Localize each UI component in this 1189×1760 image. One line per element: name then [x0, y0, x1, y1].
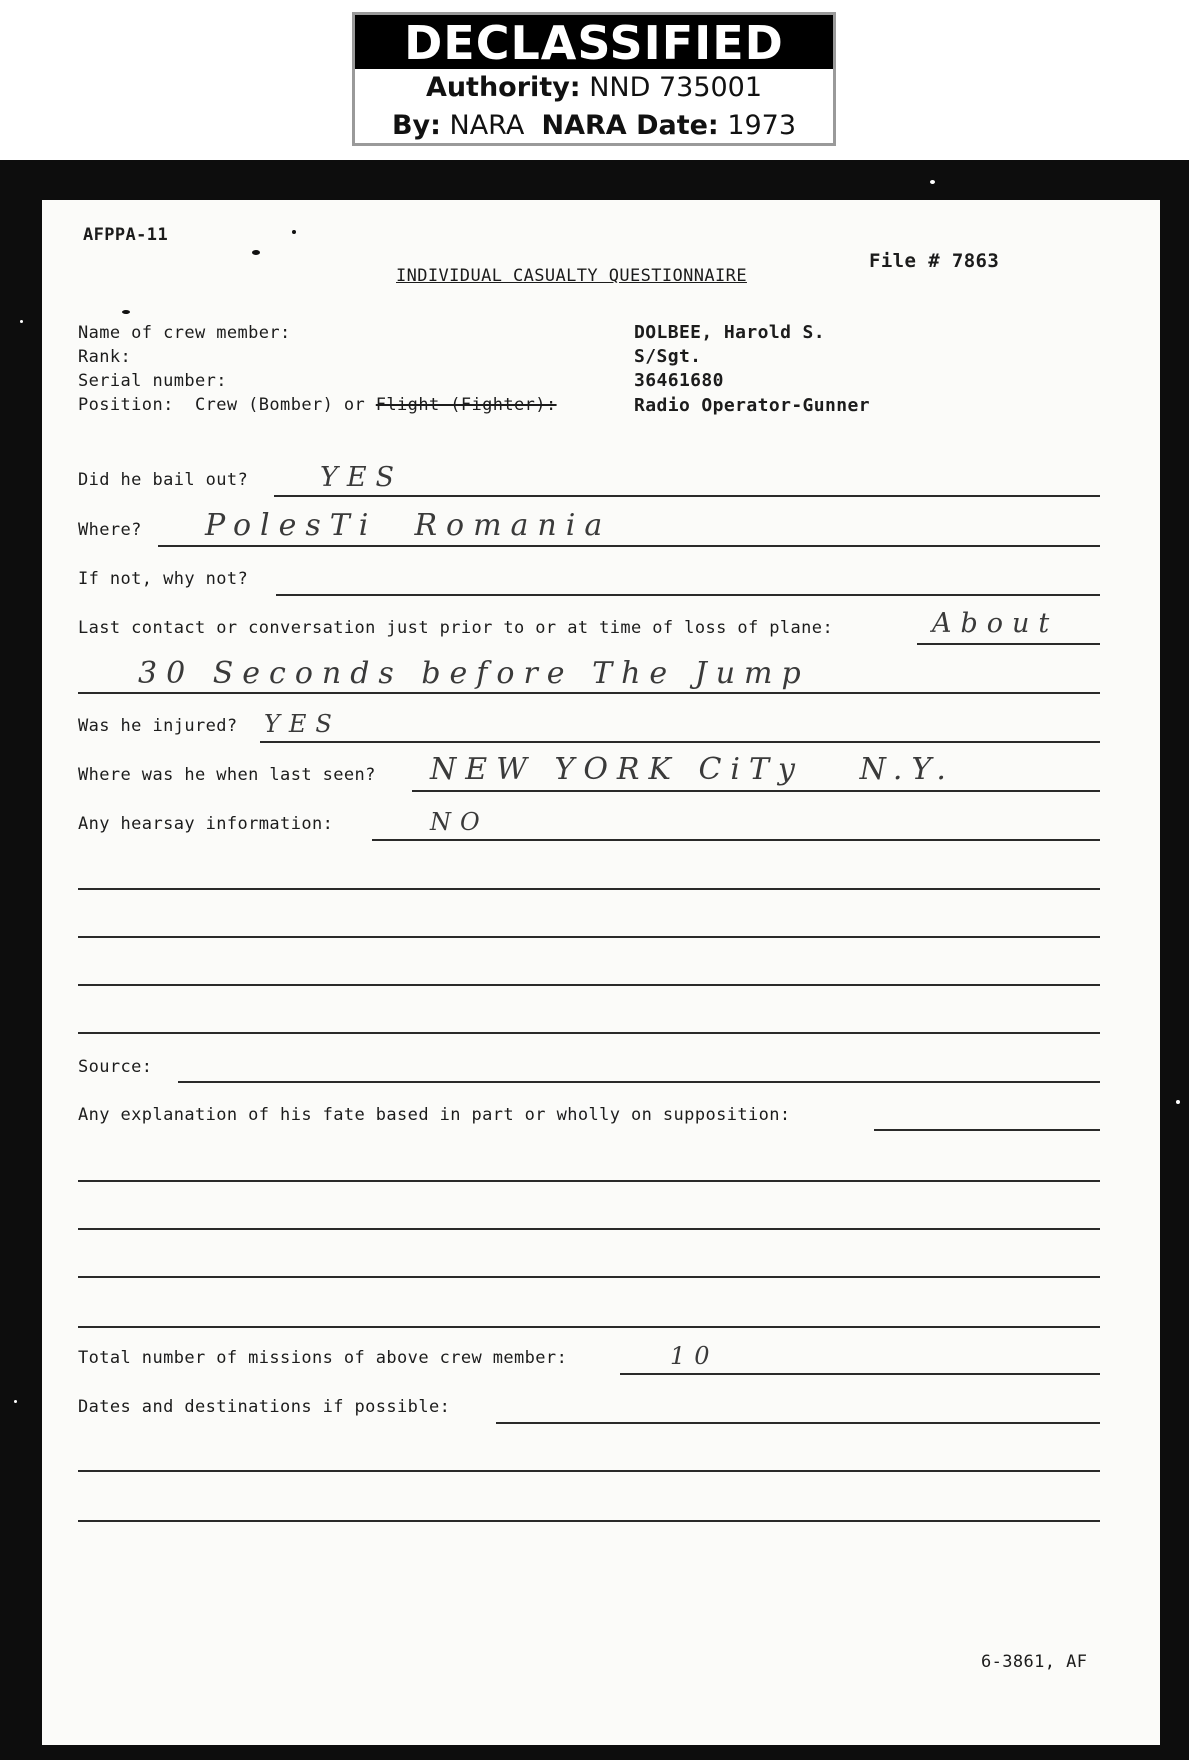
explanation-line-2 [78, 1180, 1100, 1182]
lastseen-answer: NEW YORK CiTy N.Y. [430, 752, 955, 787]
where-label: Where? [78, 520, 142, 540]
hearsay-line-3 [78, 936, 1100, 938]
contact-label: Last contact or conversation just prior to or at time of loss of plane: [78, 618, 834, 638]
name-value: DOLBEE, Harold S. [634, 322, 826, 343]
bail-answer: YES [320, 462, 404, 493]
scan-speck [292, 230, 296, 234]
explanation-line-1 [874, 1129, 1100, 1131]
form-title: INDIVIDUAL CASUALTY QUESTIONNAIRE [396, 266, 747, 286]
missions-line [620, 1373, 1100, 1375]
explanation-line-4 [78, 1276, 1100, 1278]
stamp-title: DECLASSIFIED [355, 15, 833, 69]
dates-line-2 [78, 1470, 1100, 1472]
hearsay-line [372, 839, 1100, 841]
contact-line-2 [78, 692, 1100, 694]
where-answer: PolesTi Romania [205, 508, 612, 543]
bail-label: Did he bail out? [78, 470, 249, 490]
explanation-line-5 [78, 1326, 1100, 1328]
scan-speck [252, 250, 260, 255]
lastseen-line [412, 790, 1100, 792]
injured-label: Was he injured? [78, 716, 238, 736]
form-number: 6-3861, AF [981, 1652, 1088, 1672]
position-value: Radio Operator-Gunner [634, 395, 870, 416]
missions-label: Total number of missions of above crew member: [78, 1348, 568, 1368]
stamp-authority: Authority: NND 735001 [425, 72, 763, 103]
ifnot-line [276, 594, 1100, 596]
serial-value: 36461680 [634, 370, 724, 391]
source-label: Source: [78, 1057, 153, 1077]
dates-label: Dates and destinations if possible: [78, 1397, 451, 1417]
scan-speck [1176, 1100, 1180, 1104]
declassified-stamp [352, 12, 836, 146]
name-label: Name of crew member: [78, 323, 291, 343]
hearsay-answer: NO [430, 808, 489, 836]
missions-answer: 10 [670, 1342, 719, 1370]
stamp-by-date: By: NARA NARA Date: 1973 [391, 110, 797, 141]
where-line [158, 545, 1100, 547]
injured-answer: YES [264, 710, 341, 738]
contact-answer-1: About [932, 608, 1059, 639]
dates-line-3 [78, 1520, 1100, 1522]
position-label: Position: Crew (Bomber) or Flight (Fighter): [78, 395, 557, 415]
lastseen-label: Where was he when last seen? [78, 765, 376, 785]
scan-speck [20, 320, 23, 323]
contact-line-1 [917, 643, 1100, 645]
source-line [178, 1081, 1100, 1083]
bail-line [274, 495, 1100, 497]
dates-line-1 [496, 1422, 1100, 1424]
hearsay-line-4 [78, 984, 1100, 986]
explanation-line-3 [78, 1228, 1100, 1230]
hearsay-label: Any hearsay information: [78, 814, 334, 834]
file-number: File # 7863 [869, 250, 1000, 272]
scan-speck [122, 310, 130, 314]
explanation-label: Any explanation of his fate based in part or wholly on supposition: [78, 1105, 791, 1125]
contact-answer-2: 30 Seconds before The Jump [138, 656, 810, 691]
scan-speck [930, 180, 935, 184]
rank-label: Rank: [78, 347, 132, 367]
hearsay-line-2 [78, 888, 1100, 890]
ifnot-label: If not, why not? [78, 569, 249, 589]
form-id: AFPPA-11 [83, 225, 169, 245]
rank-value: S/Sgt. [634, 346, 702, 367]
scan-speck [14, 1400, 17, 1403]
injured-line [260, 741, 1100, 743]
serial-label: Serial number: [78, 371, 227, 391]
hearsay-line-5 [78, 1032, 1100, 1034]
questionnaire-page [42, 200, 1160, 1745]
position-struck: Flight (Fighter): [375, 395, 557, 415]
